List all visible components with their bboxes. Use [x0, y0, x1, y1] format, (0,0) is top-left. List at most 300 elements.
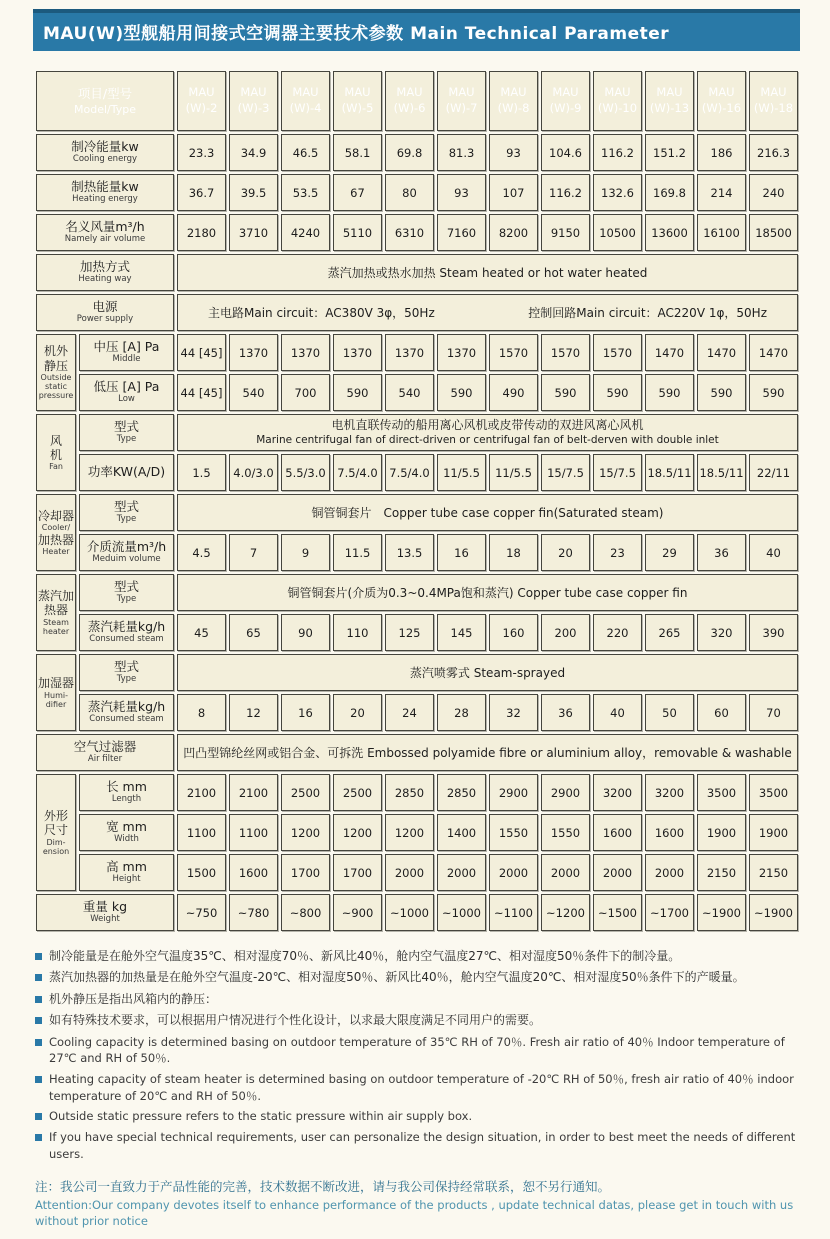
table-row: [36, 294, 798, 331]
row-label-zh: 重量 kg: [82, 899, 128, 915]
data-cell: 2000: [385, 854, 434, 891]
model-header: [541, 71, 590, 131]
data-cell: 240: [749, 174, 798, 211]
data-cell: 69.8: [385, 134, 434, 171]
group-label-line: 机: [49, 447, 62, 462]
merged-cell: [177, 414, 798, 451]
row-label-zh: 型式: [113, 579, 139, 595]
row-label: [36, 254, 174, 291]
data-cell: 1900: [749, 814, 798, 851]
row-label: [36, 174, 174, 211]
data-cell: 490: [489, 374, 538, 411]
data-cell: 18.5/11: [697, 454, 746, 491]
data-cell: 6310: [385, 214, 434, 251]
data-cell: 1570: [489, 334, 538, 371]
data-cell: 1900: [697, 814, 746, 851]
group-label-line: 冷却器: [38, 508, 75, 523]
group-label-line: 尺寸: [43, 823, 68, 838]
data-cell: ~1000: [385, 894, 434, 931]
note-text: 如有特殊技术要求，可以根据用户情况进行个性化设计，以求最大限度满足不同用户的需要。: [49, 1013, 542, 1028]
row-label-en: Type: [116, 433, 137, 444]
data-cell: 34.9: [229, 134, 278, 171]
data-cell: 81.3: [437, 134, 486, 171]
data-cell: 1600: [645, 814, 694, 851]
note-text: Heating capacity of steam heater is determined basing on outdoor temperature of -20℃ RH of 50％, fresh air ratio of 40％ indoor temperature of 20℃ and RH of 50％.: [49, 1071, 794, 1103]
data-cell: 20: [541, 534, 590, 571]
group-label-line: 加热器: [38, 532, 75, 547]
model-name-line2: (W)-18: [753, 101, 794, 115]
data-cell: 320: [697, 614, 746, 651]
row-label: [79, 814, 174, 851]
data-cell: 590: [697, 374, 746, 411]
data-cell: 590: [749, 374, 798, 411]
row-label: [36, 294, 174, 331]
data-cell: 8: [177, 694, 226, 731]
note-text: 机外静压是指出风箱内的静压：: [49, 991, 218, 1006]
row-label-zh: 制冷能量kw: [71, 139, 139, 155]
group-label-line: ension: [42, 846, 70, 856]
model-name-line1: MAU: [760, 85, 787, 100]
data-cell: 18500: [749, 214, 798, 251]
bottom-note-zh: 注：我公司一直致力于产品性能的完善，技术数据不断改进，请与我公司保持经常联系，恕不另行通知。: [35, 1179, 611, 1195]
data-cell: 9150: [541, 214, 590, 251]
row-label-zh: 型式: [113, 499, 139, 515]
row-label-zh: 制热能量kw: [71, 179, 139, 195]
row-label: [36, 894, 174, 931]
data-cell: 24: [385, 694, 434, 731]
note-bullet-icon: [35, 1076, 42, 1083]
group-label-line: heater: [42, 626, 70, 636]
group-label: [36, 334, 76, 411]
data-cell: 1370: [385, 334, 434, 371]
data-cell: 36: [697, 534, 746, 571]
table-row: [36, 374, 798, 411]
model-header: [645, 71, 694, 131]
data-cell: ~1900: [697, 894, 746, 931]
table-row: [36, 454, 798, 491]
note-bullet-icon: [35, 1017, 42, 1024]
table-row: [36, 654, 798, 691]
note-item: [35, 991, 800, 1008]
corner-header: [36, 71, 174, 131]
merged-cell: 铜管铜套片 Copper tube case copper fin(Saturated steam): [177, 494, 798, 531]
merged-cell: 蒸汽喷雾式 Steam-sprayed: [177, 654, 798, 691]
group-label-line: 机外: [43, 344, 68, 359]
data-cell: 11/5.5: [489, 454, 538, 491]
model-header: [385, 71, 434, 131]
data-cell: 11/5.5: [437, 454, 486, 491]
data-cell: 700: [281, 374, 330, 411]
table-row: [36, 134, 798, 171]
group-label-line: Fan: [49, 462, 63, 472]
group-label-line: Dim-: [46, 837, 66, 847]
group-label: [36, 494, 76, 571]
data-cell: 1200: [385, 814, 434, 851]
data-cell: 590: [593, 374, 642, 411]
model-name-line1: MAU: [656, 85, 683, 100]
data-cell: 39.5: [229, 174, 278, 211]
data-cell: 67: [333, 174, 382, 211]
data-cell: 2500: [333, 774, 382, 811]
corner-label-zh: 项目/型号: [77, 86, 133, 102]
row-label-en: Type: [116, 673, 137, 684]
row-label-en: Low: [118, 393, 135, 404]
data-cell: 590: [645, 374, 694, 411]
row-label-zh: 宽 mm: [106, 819, 147, 835]
data-cell: ~800: [281, 894, 330, 931]
data-cell: 116.2: [541, 174, 590, 211]
row-label: [79, 494, 174, 531]
row-label: [79, 574, 174, 611]
data-cell: ~1700: [645, 894, 694, 931]
data-cell: 5110: [333, 214, 382, 251]
row-label-zh: 介质流量m³/h: [86, 539, 167, 555]
merged-parts: [208, 304, 767, 321]
data-cell: 2000: [541, 854, 590, 891]
data-cell: 93: [437, 174, 486, 211]
data-cell: 2850: [437, 774, 486, 811]
model-header: [489, 71, 538, 131]
bottom-note: [33, 1178, 800, 1229]
data-cell: 2150: [697, 854, 746, 891]
data-cell: 2900: [541, 774, 590, 811]
data-cell: 3500: [697, 774, 746, 811]
data-cell: 3200: [645, 774, 694, 811]
row-label-zh: 蒸汽耗量kg/h: [87, 619, 166, 635]
model-name-line1: MAU: [344, 85, 371, 100]
data-cell: 3710: [229, 214, 278, 251]
data-cell: 1470: [749, 334, 798, 371]
data-cell: 160: [489, 614, 538, 651]
data-cell: 60: [697, 694, 746, 731]
merged-cell: 凹凸型锦纶丝网或铝合金、可拆洗 Embossed polyamide fibre or aluminium alloy，removable & washable: [177, 734, 798, 771]
data-cell: 1570: [541, 334, 590, 371]
data-cell: 65: [229, 614, 278, 651]
group-label: [36, 574, 76, 651]
data-cell: ~1900: [749, 894, 798, 931]
group-label-line: 加湿器: [38, 676, 75, 691]
note-bullet-icon: [35, 1039, 42, 1046]
model-name-line1: MAU: [292, 85, 319, 100]
row-label: [79, 654, 174, 691]
model-name-line2: (W)-13: [649, 101, 690, 115]
model-header: [697, 71, 746, 131]
row-label: [79, 694, 174, 731]
data-cell: 265: [645, 614, 694, 651]
data-cell: 36: [541, 694, 590, 731]
data-cell: 4.0/3.0: [229, 454, 278, 491]
data-cell: 13600: [645, 214, 694, 251]
data-cell: 2180: [177, 214, 226, 251]
note-text: 蒸汽加热器的加热量是在舱外空气温度-20℃、相对湿度50％、新风比40％，舱内空气温度20℃、相对湿度50％条件下的产暖量。: [49, 970, 745, 985]
data-cell: 28: [437, 694, 486, 731]
row-label-en: Namely air volume: [64, 233, 146, 244]
data-cell: 23: [593, 534, 642, 571]
model-header: [281, 71, 330, 131]
data-cell: 200: [541, 614, 590, 651]
data-cell: 107: [489, 174, 538, 211]
data-cell: 46.5: [281, 134, 330, 171]
group-label-line: 蒸汽加: [38, 588, 75, 603]
row-label-en: Cooling energy: [72, 153, 138, 164]
note-bullet-icon: [35, 996, 42, 1003]
row-label-zh: 功率KW(A/D): [87, 464, 166, 480]
bottom-note-en: Attention:Our company devotes itself to enhance performance of the products , update technical datas, please get in touch with us without prior notice: [35, 1198, 794, 1229]
data-cell: ~750: [177, 894, 226, 931]
data-cell: 20: [333, 694, 382, 731]
table-row: [36, 534, 798, 571]
data-cell: 1600: [229, 854, 278, 891]
group-label-line: Steam: [43, 617, 69, 627]
data-cell: 151.2: [645, 134, 694, 171]
note-text: If you have special technical requirements, user can personalize the design situation, in order to best meet the needs of different users.: [49, 1129, 796, 1161]
data-cell: 7160: [437, 214, 486, 251]
data-cell: 2850: [385, 774, 434, 811]
model-name-line2: (W)-3: [237, 101, 270, 115]
group-label-line: static: [45, 382, 67, 392]
data-cell: 214: [697, 174, 746, 211]
table-row: [36, 174, 798, 211]
row-label-en: Height: [112, 873, 141, 884]
row-label-zh: 名义风量m³/h: [65, 219, 145, 235]
group-label-line: pressure: [38, 391, 74, 401]
data-cell: ~780: [229, 894, 278, 931]
data-cell: 4240: [281, 214, 330, 251]
group-label-line: 热器: [43, 603, 68, 618]
data-cell: 32: [489, 694, 538, 731]
note-item: [35, 1012, 800, 1029]
row-label: [79, 534, 174, 571]
note-text: 制冷能量是在舱外空气温度35℃、相对湿度70％、新风比40％，舱内空气温度27℃、相对湿度50％条件下的制冷量。: [49, 949, 681, 963]
table-row: [36, 854, 798, 891]
corner-label-en: Model/Type: [74, 102, 136, 116]
data-cell: 1.5: [177, 454, 226, 491]
data-cell: 23.3: [177, 134, 226, 171]
merged-part: 主电路Main circuit：AC380V 3φ，50Hz: [208, 306, 435, 320]
data-cell: 2100: [229, 774, 278, 811]
data-cell: ~1000: [437, 894, 486, 931]
data-cell: 40: [593, 694, 642, 731]
spec-table: [33, 68, 801, 934]
note-item: [35, 948, 800, 965]
model-header: [437, 71, 486, 131]
data-cell: 1370: [229, 334, 278, 371]
data-cell: 1550: [489, 814, 538, 851]
data-cell: 44 [45]: [177, 374, 226, 411]
row-label-zh: 型式: [113, 659, 139, 675]
data-cell: 132.6: [593, 174, 642, 211]
row-label-zh: 空气过滤器: [73, 739, 137, 755]
group-label-line: Outside: [40, 373, 72, 383]
table-row: [36, 614, 798, 651]
data-cell: 145: [437, 614, 486, 651]
row-label-en: Heating energy: [72, 193, 138, 204]
data-cell: 53.5: [281, 174, 330, 211]
data-cell: 93: [489, 134, 538, 171]
data-cell: 2000: [593, 854, 642, 891]
data-cell: 16100: [697, 214, 746, 251]
group-label-line: 风: [49, 433, 62, 448]
page-title: MAU(W)型舰船用间接式空调器主要技术参数 Main Technical Parameter: [33, 9, 800, 51]
data-cell: 16: [437, 534, 486, 571]
merged-line: 电机直联传动的船用离心风机或皮带传动的双进风离心风机: [331, 418, 644, 433]
group-label-line: Heater: [42, 546, 70, 556]
data-cell: 1400: [437, 814, 486, 851]
data-cell: 36.7: [177, 174, 226, 211]
model-header: [749, 71, 798, 131]
data-cell: 1370: [333, 334, 382, 371]
data-cell: 7: [229, 534, 278, 571]
row-label-en: Heating way: [78, 273, 132, 284]
data-cell: 1700: [281, 854, 330, 891]
table-row: [36, 894, 798, 931]
model-header: [229, 71, 278, 131]
data-cell: 90: [281, 614, 330, 651]
model-name-line1: MAU: [604, 85, 631, 100]
data-cell: ~900: [333, 894, 382, 931]
data-cell: 590: [437, 374, 486, 411]
row-label-en: Power supply: [76, 313, 134, 324]
table-row: [36, 414, 798, 451]
data-cell: 8200: [489, 214, 538, 251]
row-label-zh: 型式: [113, 419, 139, 435]
notes-list: [33, 948, 800, 1162]
note-item: [35, 1071, 800, 1104]
row-label-en: Middle: [112, 353, 141, 364]
group-label-line: 外形: [43, 808, 68, 823]
note-item: [35, 1129, 800, 1162]
model-name-line1: MAU: [708, 85, 735, 100]
row-label: [36, 734, 174, 771]
header-row: [36, 71, 798, 131]
model-name-line2: (W)-4: [289, 101, 322, 115]
data-cell: 2000: [437, 854, 486, 891]
row-label-en: Air filter: [87, 753, 123, 764]
data-cell: 7.5/4.0: [385, 454, 434, 491]
data-cell: 540: [385, 374, 434, 411]
data-cell: 186: [697, 134, 746, 171]
model-name-line2: (W)-2: [185, 101, 218, 115]
data-cell: 9: [281, 534, 330, 571]
data-cell: 4.5: [177, 534, 226, 571]
row-label-zh: 电源: [92, 299, 118, 315]
data-cell: 1570: [593, 334, 642, 371]
table-row: [36, 494, 798, 531]
data-cell: 125: [385, 614, 434, 651]
data-cell: 11.5: [333, 534, 382, 571]
data-cell: 220: [593, 614, 642, 651]
row-label-en: Weight: [90, 913, 120, 924]
data-cell: 2000: [489, 854, 538, 891]
data-cell: 10500: [593, 214, 642, 251]
data-cell: 1100: [177, 814, 226, 851]
group-label-line: 静压: [43, 358, 68, 373]
data-cell: 1550: [541, 814, 590, 851]
group-label-line: Cooler/: [41, 523, 71, 533]
data-cell: 1700: [333, 854, 382, 891]
group-label: [36, 654, 76, 731]
table-row: [36, 814, 798, 851]
data-cell: 2150: [749, 854, 798, 891]
data-cell: 13.5: [385, 534, 434, 571]
data-cell: 15/7.5: [593, 454, 642, 491]
table-row: [36, 574, 798, 611]
row-label-zh: 高 mm: [106, 859, 147, 875]
merged-line: Marine centrifugal fan of direct-driven or centrifugal fan of belt-derven with double inlet: [256, 433, 719, 446]
row-label-en: Meduim volume: [92, 553, 161, 564]
row-label: [36, 214, 174, 251]
data-cell: 5.5/3.0: [281, 454, 330, 491]
note-item: [35, 1108, 800, 1125]
group-label-line: Humi-: [44, 690, 68, 700]
data-cell: 40: [749, 534, 798, 571]
row-label-en: Consumed steam: [89, 713, 164, 724]
model-name-line2: (W)-5: [341, 101, 374, 115]
data-cell: 590: [333, 374, 382, 411]
model-name-line2: (W)-9: [549, 101, 582, 115]
data-cell: ~1200: [541, 894, 590, 931]
data-cell: 22/11: [749, 454, 798, 491]
data-cell: 2100: [177, 774, 226, 811]
data-cell: 110: [333, 614, 382, 651]
model-name-line1: MAU: [552, 85, 579, 100]
data-cell: 15/7.5: [541, 454, 590, 491]
data-cell: ~1100: [489, 894, 538, 931]
row-label-zh: 蒸汽耗量kg/h: [87, 699, 166, 715]
group-label: [36, 774, 76, 891]
data-cell: 18: [489, 534, 538, 571]
data-cell: 58.1: [333, 134, 382, 171]
model-header: [177, 71, 226, 131]
data-cell: 16: [281, 694, 330, 731]
row-label-en: Type: [116, 513, 137, 524]
row-label-zh: 低压 [A] Pa: [93, 379, 160, 395]
note-bullet-icon: [35, 953, 42, 960]
merged-part: 控制回路Main circuit：AC220V 1φ，50Hz: [528, 306, 767, 320]
data-cell: 12: [229, 694, 278, 731]
row-label-zh: 中压 [A] Pa: [93, 339, 160, 355]
model-header: [333, 71, 382, 131]
row-label: [79, 774, 174, 811]
data-cell: 1200: [333, 814, 382, 851]
merged-cell: 蒸汽加热或热水加热 Steam heated or hot water heated: [177, 254, 798, 291]
data-cell: 1200: [281, 814, 330, 851]
data-cell: 70: [749, 694, 798, 731]
note-bullet-icon: [35, 1134, 42, 1141]
model-name-line2: (W)-6: [393, 101, 426, 115]
model-name-line1: MAU: [188, 85, 215, 100]
model-name-line1: MAU: [240, 85, 267, 100]
row-label: [79, 334, 174, 371]
data-cell: 1470: [697, 334, 746, 371]
note-text: Cooling capacity is determined basing on outdoor temperature of 35℃ RH of 70％. Fresh air ratio of 40％ Indoor temperature of 27℃ and RH of 50％.: [49, 1034, 785, 1066]
data-cell: 116.2: [593, 134, 642, 171]
table-row: [36, 254, 798, 291]
data-cell: 29: [645, 534, 694, 571]
data-cell: ~1500: [593, 894, 642, 931]
row-label: [79, 374, 174, 411]
row-label-zh: 长 mm: [106, 779, 147, 795]
note-bullet-icon: [35, 974, 42, 981]
data-cell: 1470: [645, 334, 694, 371]
row-label-en: Width: [114, 833, 139, 844]
row-label-en: Consumed steam: [89, 633, 164, 644]
model-name-line2: (W)-7: [445, 101, 478, 115]
data-cell: 216.3: [749, 134, 798, 171]
table-row: [36, 734, 798, 771]
row-label: [79, 614, 174, 651]
data-cell: 540: [229, 374, 278, 411]
